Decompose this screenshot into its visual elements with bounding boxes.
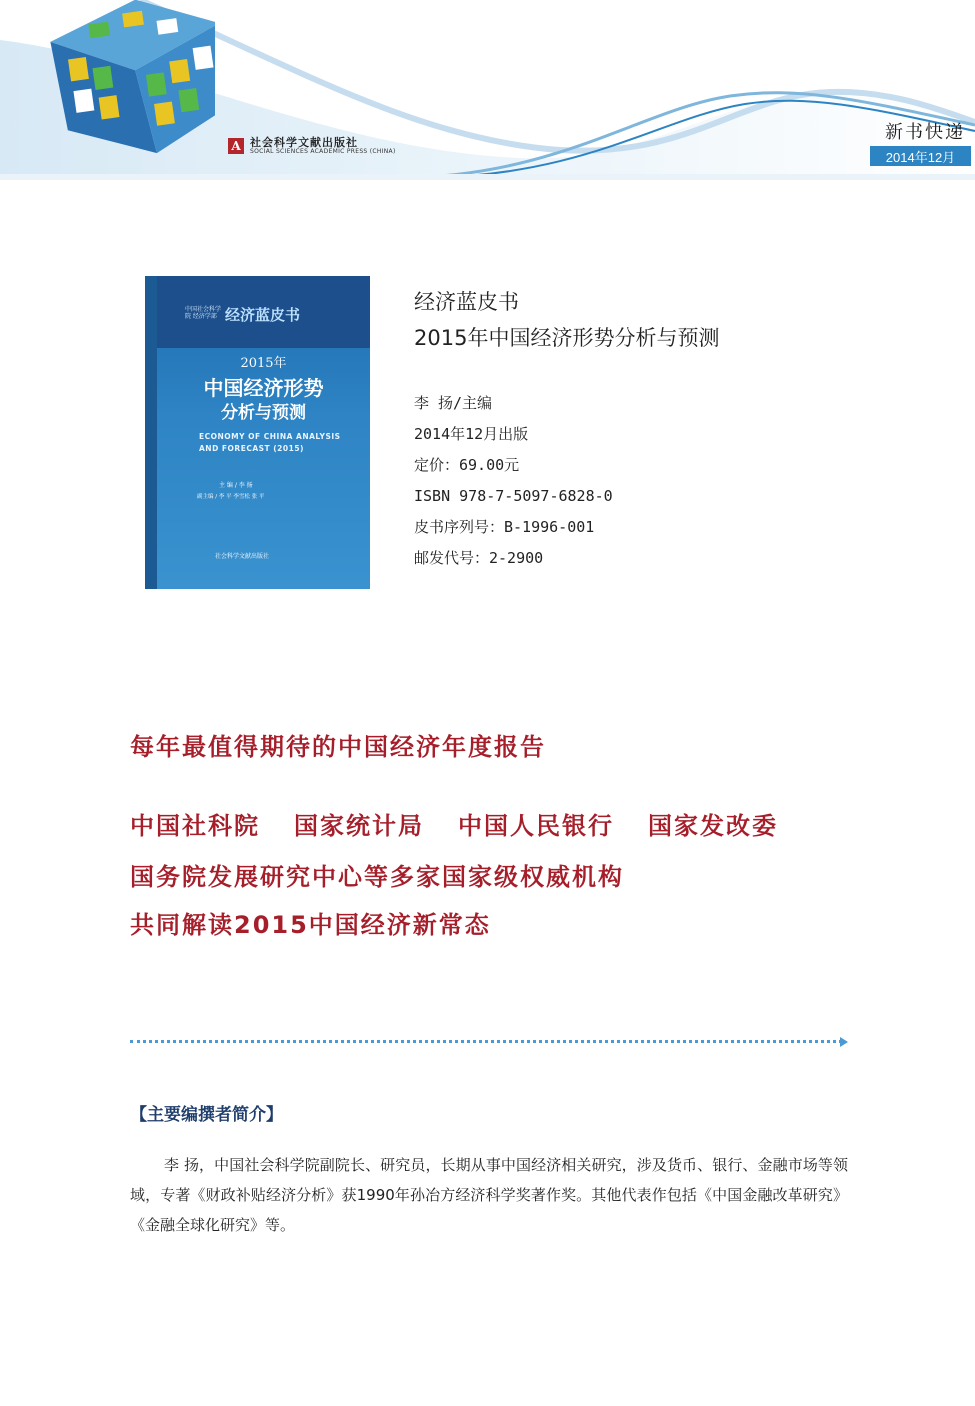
cover-editor: 主 编 / 李 扬	[219, 482, 253, 489]
page-header	[0, 0, 975, 180]
arrow-right-icon	[840, 1037, 848, 1047]
cover-series-small: 中国社会科学院 经济学部	[185, 306, 222, 321]
promo-line2: 国务院发展研究中心等多家国家级权威机构	[130, 863, 624, 891]
book-pub-date: 2014年12月出版	[414, 425, 529, 443]
book-cover	[145, 276, 370, 589]
book-cube-graphic	[0, 0, 215, 175]
cover-front	[157, 276, 370, 589]
promo-line3: 共同解读2015中国经济新常态	[130, 911, 491, 939]
promo-institutions	[130, 806, 778, 841]
institution-item: 中国人民银行	[458, 812, 614, 840]
editors-intro: 李 扬，中国社会科学院副院长、研究员，长期从事中国经济相关研究，涉及货币、银行、金融市场等领域，专著《财政补贴经济分析》获1990年孙冶方经济科学奖著作奖。其他代表作包括《中国金融改革研究》《金融全球化研究》等。	[130, 1156, 848, 1234]
cover-series: 经济蓝皮书	[225, 306, 301, 324]
institution-item: 国家统计局	[294, 812, 424, 840]
institution-item: 中国社科院	[130, 812, 260, 840]
book-editor: 李 扬/主编	[414, 394, 493, 412]
publisher-name-en: SOCIAL SCIENCES ACADEMIC PRESS (CHINA)	[250, 147, 396, 155]
editors-section-title: 【主要编撰者简介】	[130, 1105, 283, 1125]
cover-title-en	[199, 431, 341, 455]
cover-deputy-editors: 副主编 / 李 平 李雪松 张 平	[197, 494, 265, 500]
book-serial: 皮书序列号：B-1996-001	[414, 518, 595, 536]
book-isbn: ISBN 978-7-5097-6828-0	[414, 487, 613, 505]
publisher-mark-icon: A	[228, 138, 244, 154]
book-series: 经济蓝皮书	[414, 290, 519, 314]
cover-title-line2: 分析与预测	[221, 403, 306, 423]
book-title: 2015年中国经济形势分析与预测	[414, 326, 720, 350]
cover-title-line1: 中国经济形势	[203, 376, 324, 400]
issue-date: 2014年12月	[870, 146, 971, 166]
cover-year: 2015年	[240, 356, 287, 371]
institution-item: 国家发改委	[648, 812, 778, 840]
book-price: 定价：69.00元	[414, 456, 520, 474]
cover-spine	[145, 276, 157, 589]
cover-title-en-line2: AND FORECAST (2015)	[199, 444, 304, 453]
dotted-divider	[130, 1040, 842, 1043]
promo-headline: 每年最值得期待的中国经济年度报告	[130, 733, 546, 761]
book-details	[414, 388, 613, 574]
publisher-logo	[228, 137, 396, 155]
book-postal-code: 邮发代号：2-2900	[414, 549, 544, 567]
cover-publisher: 社会科学文献出版社	[215, 553, 270, 560]
section-title: 新书快递	[885, 122, 965, 143]
publisher-name-cn: 社会科学文献出版社	[250, 136, 358, 149]
cover-title-en-line1: ECONOMY OF CHINA ANALYSIS	[199, 432, 341, 441]
